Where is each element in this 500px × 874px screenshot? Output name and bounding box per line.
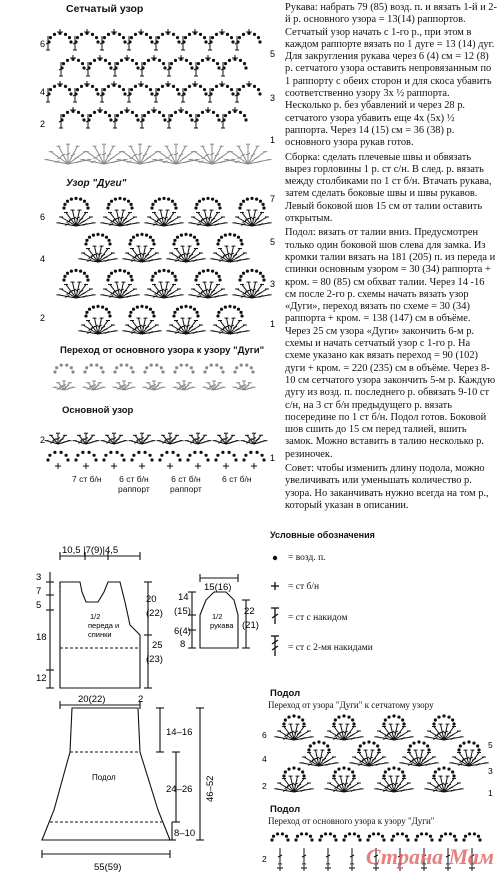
row-number: 7 xyxy=(270,194,276,204)
mesh-pattern-title: Сетчатый узор xyxy=(66,3,144,15)
svg-text:55(59): 55(59) xyxy=(94,862,122,873)
stitch-count-label: 6 ст б/н xyxy=(222,474,252,484)
svg-text:20: 20 xyxy=(146,594,157,605)
svg-text:Подол: Подол xyxy=(92,773,116,782)
hem-instructions: Подол: вязать от талии вниз. Предусмотрен только один боковой шов слева для замка. Из кромки талии вязать на 181 (205) п. из переда и спинки основным узором = 30 (34) раппорта + кром. = 80 (85) см обхват талии. Через 14 -16 см после 2-го р. схемы начать вязать узор «Дуги», переход вязать по схеме = 30 (34) раппорта + кром. = 138 (147) см в объёме. Через 25 см узора «Дуги» закончить 6-м р. схемы и начать сетчатый узор с 1-го р. На схеме указано как вязать переход = 90 (102) дуги + кром. = 220 (235) см в объёме. Через 8-10 см сетчатого узора закончить 5-м р. Каждую дугу из возд. п. последнего р. обвязать 9-10 ст с/н, на 3 ст б/н предыдущего р. вязать посередине по 1 ст б/н. Подол готов. Боковой шов сшить до 15 см перед талией, вшить замок. Можно вставить в талию несколько р. резиночек. xyxy=(285,227,496,460)
svg-text:1: 1 xyxy=(488,788,493,798)
svg-text:2: 2 xyxy=(138,694,144,705)
svg-text:15(16): 15(16) xyxy=(204,582,232,593)
row-number: 4 xyxy=(40,87,46,97)
base-pattern-title: Основной узор xyxy=(62,405,134,416)
row-number: 1 xyxy=(270,453,276,463)
svg-text:22: 22 xyxy=(244,606,255,617)
svg-text:1/2: 1/2 xyxy=(212,612,223,621)
svg-text:2: 2 xyxy=(262,854,267,864)
hem-transition-chart xyxy=(258,712,498,798)
assembly-instructions: Сборка: сделать плечевые швы и обвязать вырез горловины 1 р. ст с/н. В след. р. вязать между столбиками по 1 ст б/н. Втачать рукава, затем сделать боковые швы и швы рукавов. Левый боковой шов 15 см от талии оставить открытым. xyxy=(285,151,492,225)
watermark-logo: Страна Мам xyxy=(365,844,494,869)
bodice-top-dims: 10,5 |7(9)|4,5 xyxy=(62,545,119,556)
svg-text:14–16: 14–16 xyxy=(166,727,193,738)
hem-title-2: Подол xyxy=(270,804,301,815)
svg-text:(15): (15) xyxy=(174,606,191,617)
row-number: 4 xyxy=(40,254,46,264)
legend-label: = ст с накидом xyxy=(288,613,348,623)
svg-text:20(22): 20(22) xyxy=(78,694,106,705)
svg-text:1/2: 1/2 xyxy=(90,612,101,621)
svg-text:7: 7 xyxy=(36,586,42,597)
svg-text:спинки: спинки xyxy=(88,630,112,639)
row-number: 3 xyxy=(270,93,276,103)
row-number: 2 xyxy=(40,313,46,323)
stitch-count-label: 7 ст б/н xyxy=(72,474,102,484)
legend-icons xyxy=(266,548,296,658)
svg-text:6: 6 xyxy=(262,730,267,740)
svg-text:14: 14 xyxy=(178,592,189,603)
svg-text:(23): (23) xyxy=(146,654,163,665)
dc-icon xyxy=(271,608,279,624)
hem-subtitle-2: Переход от основного узора к узору "Дуги" xyxy=(268,816,435,826)
svg-text:8–10: 8–10 xyxy=(174,828,196,839)
svg-text:4: 4 xyxy=(262,754,267,764)
hem-title: Подол xyxy=(270,688,301,699)
row-number: 2 xyxy=(40,119,46,129)
plus-icon xyxy=(271,582,279,590)
svg-text:3: 3 xyxy=(36,572,42,583)
row-number: 6 xyxy=(40,39,46,49)
row-number: 5 xyxy=(270,237,276,247)
svg-text:2: 2 xyxy=(262,781,267,791)
row-number: 1 xyxy=(270,319,276,329)
svg-text:46–52: 46–52 xyxy=(205,775,216,802)
arches-pattern-chart xyxy=(28,190,280,340)
legend-label: = возд. п. xyxy=(288,553,326,563)
svg-text:переда и: переда и xyxy=(88,621,120,630)
dtr-icon xyxy=(271,636,279,656)
base-pattern-chart xyxy=(28,418,280,470)
transition-chart xyxy=(28,356,280,398)
svg-text:3: 3 xyxy=(488,766,493,776)
svg-text:8: 8 xyxy=(180,639,186,650)
instructions-text xyxy=(285,2,497,514)
svg-text:(22): (22) xyxy=(146,608,163,619)
svg-text:6(4): 6(4) xyxy=(174,626,191,637)
arches-pattern-title: Узор "Дуги" xyxy=(66,178,127,189)
row-number: 2 xyxy=(40,435,46,445)
row-number: 5 xyxy=(270,49,276,59)
row-number: 1 xyxy=(270,135,276,145)
stitch-count-label: 6 ст б/н раппорт xyxy=(118,474,150,494)
tip-text: Совет: чтобы изменить длину подола, можно увеличивать или уменьшать количество р. узора. Но заканчивать нужно всегда на том р., который указан в описании. xyxy=(285,462,489,511)
dot-icon xyxy=(273,556,277,560)
svg-text:рукава: рукава xyxy=(210,621,234,630)
svg-text:12: 12 xyxy=(36,673,47,684)
garment-schematics xyxy=(0,540,265,874)
legend-label: = ст б/н xyxy=(288,582,320,592)
svg-text:18: 18 xyxy=(36,632,47,643)
mesh-pattern-chart xyxy=(28,14,280,174)
legend-title: Условные обозначения xyxy=(270,530,375,540)
svg-text:25: 25 xyxy=(152,640,163,651)
svg-text:5: 5 xyxy=(488,740,493,750)
stitch-count-label: 6 ст б/н раппорт xyxy=(170,474,202,494)
legend-label: = ст с 2-мя накидами xyxy=(288,643,373,653)
sleeve-instructions: Рукава: набрать 79 (85) возд. п. и вязать 1-й и 2-й р. основного узора = 13(14) раппортов. Сетчатый узор начать с 1-го р., при этом в каждом раппорте вязать по 1 дуге = 13 (14) дуг. Для закругления рукава через 6 (4) см = 12 (8) р. сетчатого узора оставить непровязанным по 1 раппорту с обеих сторон и для скоса убавить соответственно узору 3х ½ раппорта. Несколько р. без убавлений и через 28 р. сетчатого узора убавить еще 4х (5х) ½ раппорта. Через 14 (15) см = 36 (38) р. основного узора рукав готов. xyxy=(285,2,497,149)
svg-text:5: 5 xyxy=(36,600,42,611)
svg-text:24–26: 24–26 xyxy=(166,784,193,795)
hem-subtitle: Переход от узора "Дуги" к сетчатому узору xyxy=(268,700,434,710)
row-number: 3 xyxy=(270,279,276,289)
svg-text:(21): (21) xyxy=(242,620,259,631)
transition-title: Переход от основного узора к узору "Дуги" xyxy=(60,345,265,356)
row-number: 6 xyxy=(40,212,46,222)
